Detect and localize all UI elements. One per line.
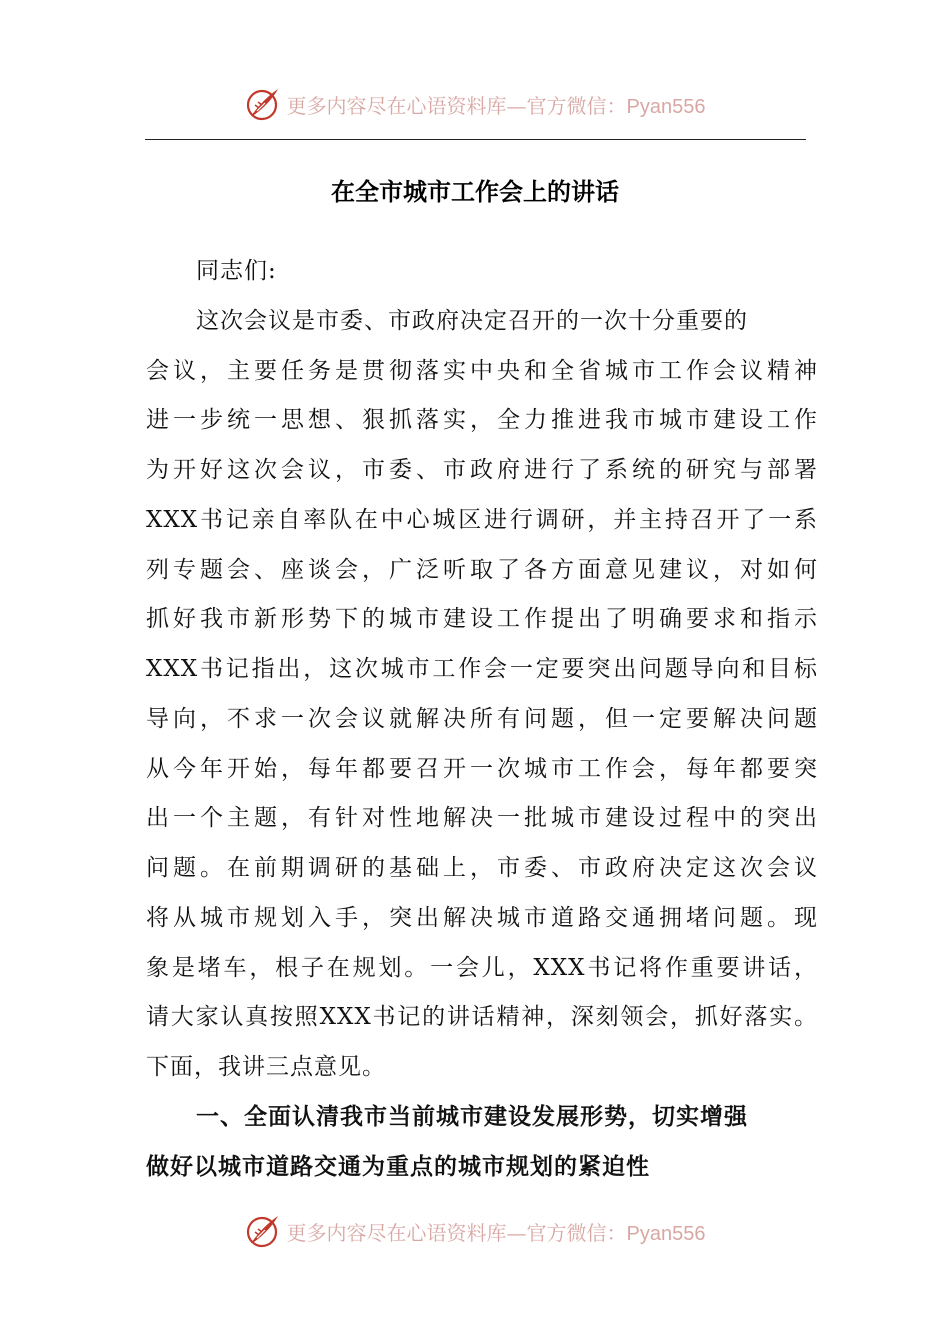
quill-pen-logo-icon xyxy=(245,1213,281,1249)
banner-slogan: 更多内容尽在心语资料库—官方微信： xyxy=(286,93,627,118)
paragraph-line: 象是堵车，根子在规划。一会儿，XXX书记将作重要讲话， xyxy=(146,954,818,981)
banner-text xyxy=(287,1217,706,1246)
document-title: 在全市城市工作会上的讲话 xyxy=(331,178,619,206)
header-divider xyxy=(145,139,806,140)
quill-pen-logo-icon xyxy=(245,86,281,122)
paragraph-line: 抓好我市新形势下的城市建设工作提出了明确要求和指示 xyxy=(146,606,818,633)
section-heading: 做好以城市道路交通为重点的城市规划的紧迫性 xyxy=(146,1153,650,1180)
section-heading: 一、全面认清我市当前城市建设发展形势，切实增强 xyxy=(196,1103,748,1130)
paragraph-line: 列专题会、座谈会，广泛听取了各方面意见建议，对如何 xyxy=(146,556,818,583)
paragraph-line: 进一步统一思想、狠抓落实，全力推进我市城市建设工作 xyxy=(146,407,818,434)
paragraph-line: 将从城市规划入手，突出解决城市道路交通拥堵问题。现 xyxy=(146,904,818,931)
wechat-id: Pyan556 xyxy=(626,1222,706,1245)
banner-slogan: 更多内容尽在心语资料库—官方微信： xyxy=(286,1220,627,1245)
paragraph-line: 问题。在前期调研的基础上，市委、市政府决定这次会议 xyxy=(146,855,818,881)
paragraph-line: 这次会议是市委、市政府决定召开的一次十分重要的 xyxy=(196,307,748,334)
greeting: 同志们: xyxy=(196,258,277,284)
footer-banner xyxy=(0,1209,950,1253)
paragraph-line: XXX书记亲自率队在中心城区进行调研，并主持召开了一系 xyxy=(146,506,818,533)
paragraph-line: 会议，主要任务是贯彻落实中央和全省城市工作会议精神 xyxy=(146,357,818,384)
banner-text xyxy=(287,90,706,119)
paragraph-line: 请大家认真按照XXX书记的讲话精神，深刻领会，抓好落实。 xyxy=(146,1004,818,1031)
paragraph-line: 导向，不求一次会议就解决所有问题，但一定要解决问题 xyxy=(146,705,818,732)
paragraph-line: 从今年开始，每年都要召开一次城市工作会，每年都要突 xyxy=(146,755,818,782)
paragraph-line: XXX书记指出，这次城市工作会一定要突出问题导向和目标 xyxy=(146,656,818,682)
wechat-id: Pyan556 xyxy=(626,95,706,118)
paragraph-line: 出一个主题，有针对性地解决一批城市建设过程中的突出 xyxy=(146,805,818,832)
paragraph-line: 下面，我讲三点意见。 xyxy=(146,1054,386,1080)
paragraph-line: 为开好这次会议，市委、市政府进行了系统的研究与部署 xyxy=(146,457,818,483)
document-body xyxy=(146,249,818,1194)
header-banner xyxy=(0,82,950,126)
